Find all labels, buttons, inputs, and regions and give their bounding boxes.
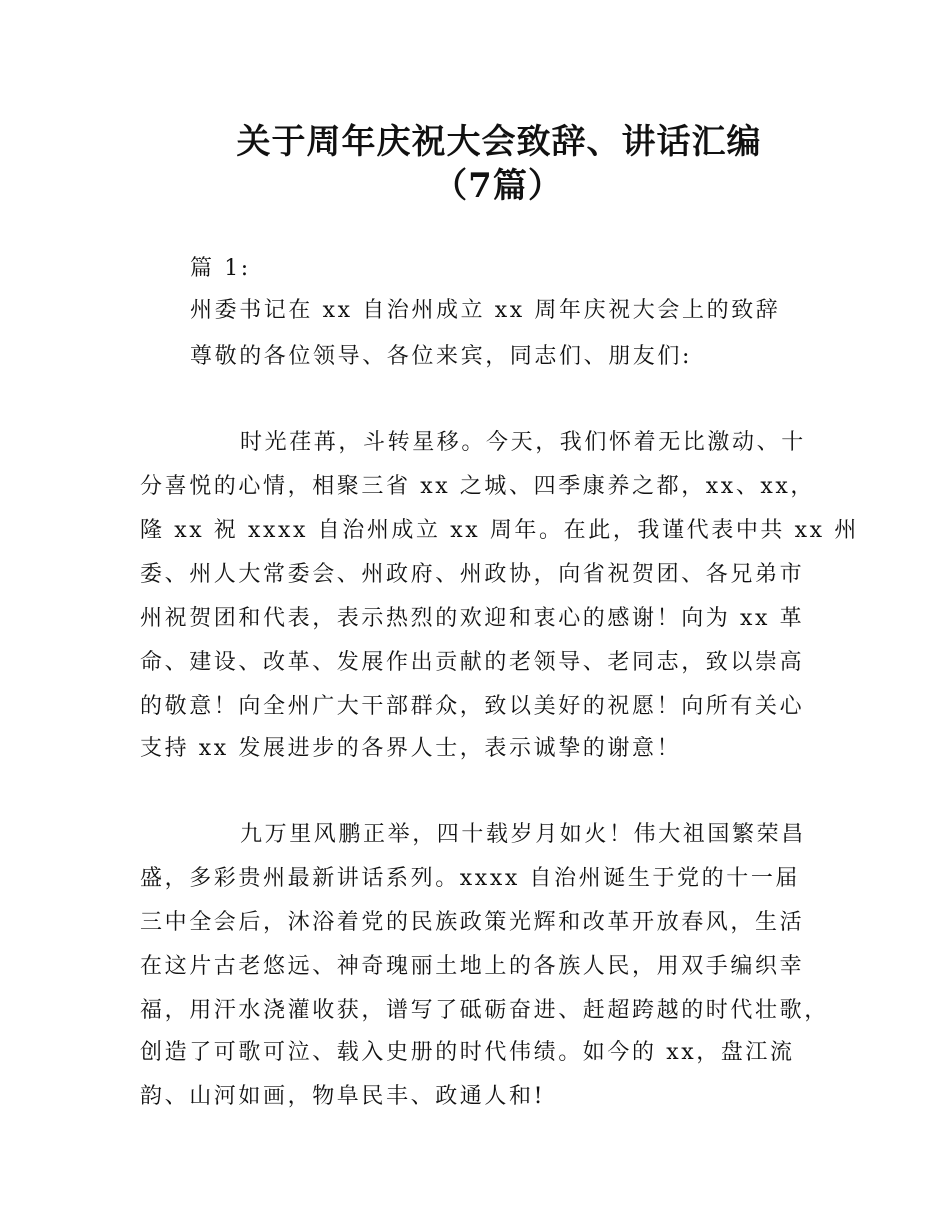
speech-subtitle: 州委书记在 xx 自治州成立 xx 周年庆祝大会上的致辞 (190, 298, 781, 323)
paragraph-line: 州祝贺团和代表，表示热烈的欢迎和衷心的感谢！向为 xx 革 (140, 606, 805, 631)
section-label: 篇 1: (190, 256, 251, 281)
salutation: 尊敬的各位领导、各位来宾，同志们、朋友们: (190, 344, 693, 369)
paragraph-line: 支持 xx 发展进步的各界人士，表示诚挚的谢意！ (140, 736, 682, 761)
paragraph-line: 九万里风鹏正举，四十载岁月如火！伟大祖国繁荣昌 (240, 822, 806, 847)
paragraph-line: 委、州人大常委会、州政府、州政协，向省祝贺团、各兄弟市 (140, 562, 805, 587)
paragraph-line: 盛，多彩贵州最新讲话系列。xxxx 自治州诞生于党的十一届 (140, 866, 801, 891)
paragraph-line: 分喜悦的心情，相聚三省 xx 之城、四季康养之都，xx、xx， (140, 474, 816, 499)
paragraph-line: 命、建设、改革、发展作出贡献的老领导、老同志，致以崇高 (140, 650, 805, 675)
paragraph-line: 时光荏苒，斗转星移。今天，我们怀着无比激动、十 (240, 430, 806, 455)
document-title-line-1: 关于周年庆祝大会致辞、讲话汇编 (236, 122, 762, 162)
paragraph-line: 在这片古老悠远、神奇瑰丽土地上的各族人民，用双手编织幸 (140, 954, 805, 979)
paragraph-line: 三中全会后，沐浴着党的民族政策光辉和改革开放春风，生活 (140, 910, 805, 935)
paragraph-line: 韵、山河如画，物阜民丰、政通人和! (140, 1084, 546, 1109)
paragraph-line: 的敬意！向全州广大干部群众，致以美好的祝愿！向所有关心 (140, 694, 805, 719)
document-title-line-2: （7篇） (433, 166, 563, 206)
paragraph-line: 福，用汗水浇灌收获，谱写了砥砺奋进、赶超跨越的时代壮歌， (140, 998, 829, 1023)
paragraph-line: 创造了可歌可泣、载入史册的时代伟绩。如今的 xx，盘江流 (140, 1040, 795, 1065)
paragraph-line: 隆 xx 祝 xxxx 自治州成立 xx 周年。在此，我谨代表中共 xx 州 (140, 518, 859, 543)
